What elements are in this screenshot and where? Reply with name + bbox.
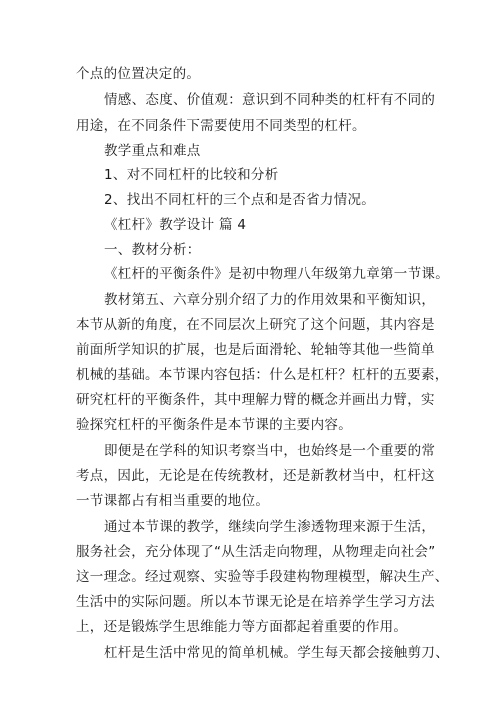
text-line: 验探究杠杆的平衡条件是本节课的主要内容。 (76, 417, 352, 433)
document-title: 《杠杆》教学设计 篇 4 (104, 217, 247, 233)
text-line: 前面所学知识的扩展，也是后面滑轮、轮轴等其他一些简单 (76, 342, 435, 358)
text-line: 《杠杆的平衡条件》是初中物理八年级第九章第一节课。 (104, 266, 449, 282)
text-line: 这一理念。经过观察、实验等手段建构物理模型，解决生产、 (76, 569, 449, 585)
text-line: 即便是在学科的知识考察当中，也始终是一个重要的常 (104, 443, 436, 459)
text-line: 考点，因此，无论是在传统教材，还是新教材当中，杠杆这 (76, 468, 435, 484)
text-line: 情感、态度、价值观：意识到不同种类的杠杆有不同的 (104, 92, 436, 108)
text-line: 个点的位置决定的。 (76, 66, 201, 82)
list-item: 1、对不同杠杆的比较和分析 (104, 167, 279, 183)
text-line: 教材第五、六章分别介绍了力的作用效果和平衡知识， (104, 292, 436, 308)
text-line: 机械的基础。本节课内容包括：什么是杠杆？杠杆的五要素， (76, 367, 449, 383)
text-line: 服务社会，充分体现了“从生活走向物理，从物理走向社会” (76, 544, 436, 560)
text-line: 杠杆是生活中常见的简单机械。学生每天都会接触剪刀、 (104, 645, 449, 661)
text-line: 本节从新的角度，在不同层次上研究了这个问题，其内容是 (76, 317, 435, 333)
text-line: 用途，在不同条件下需要使用不同类型的杠杆。 (76, 118, 366, 134)
text-line: 通过本节课的教学，继续向学生渗透物理来源于生活， (104, 519, 436, 535)
section-heading: 教学重点和难点 (104, 143, 201, 159)
text-line: 研究杠杆的平衡条件，其中理解力臂的概念并画出力臂，实 (76, 392, 435, 408)
text-line: 生活中的实际问题。所以本节课无论是在培养学生学习方法 (76, 594, 435, 610)
text-line: 一节课都占有相当重要的地位。 (76, 493, 270, 509)
text-line: 上，还是锻炼学生思维能力等方面都起着重要的作用。 (76, 619, 408, 635)
section-heading: 一、教材分析： (104, 242, 201, 258)
list-item: 2、找出不同杠杆的三个点和是否省力情况。 (104, 192, 376, 208)
